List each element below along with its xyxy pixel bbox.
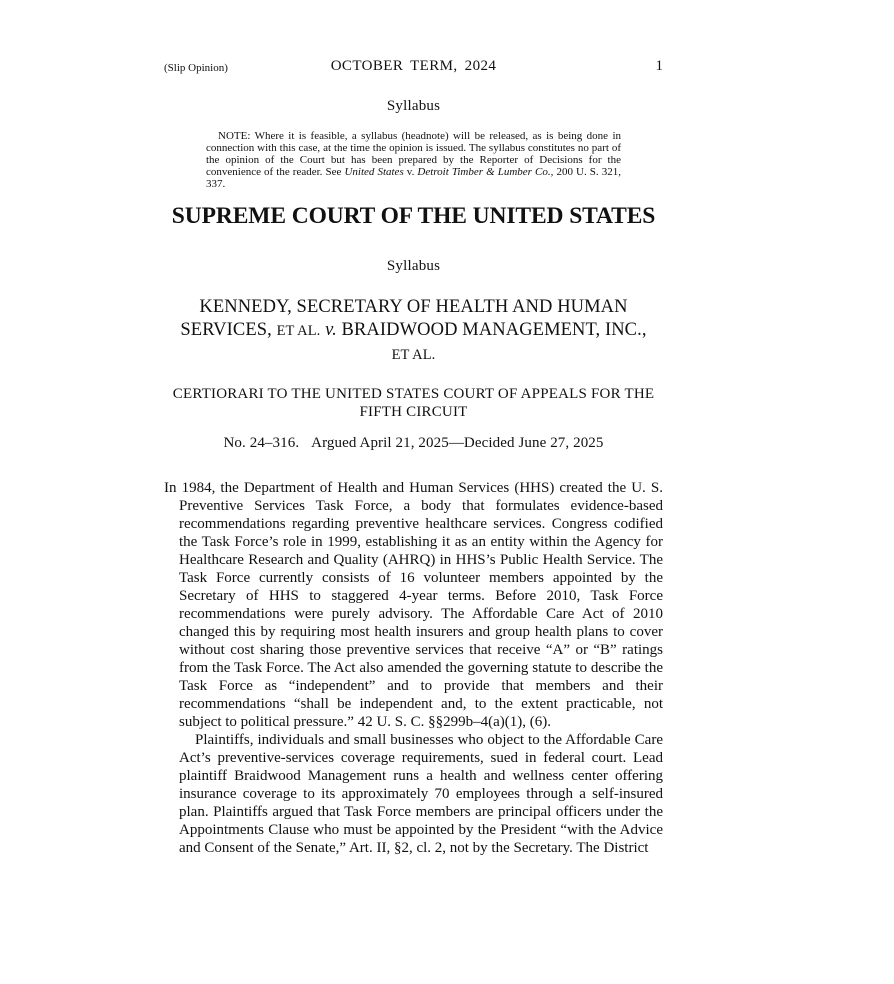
- reporter-note: [206, 130, 621, 190]
- court-title: SUPREME COURT OF THE UNITED STATES: [171, 203, 656, 229]
- page-number: 1: [655, 58, 663, 74]
- docket-line: [164, 435, 663, 452]
- term-heading: OCTOBER TERM, 2024: [330, 58, 497, 74]
- case-name-petitioner: KENNEDY, SECRETARY OF HEALTH AND HUMAN SERVICES,: [180, 297, 628, 340]
- case-name-et-al-1: ET AL.: [276, 323, 321, 339]
- syllabus-body: [164, 479, 663, 857]
- slip-opinion-label: (Slip Opinion): [164, 62, 228, 74]
- syllabus-heading: Syllabus: [386, 258, 441, 274]
- syllabus-paragraph-1: In 1984, the Department of Health and Human Services (HHS) created the U. S. Preventive Services Task Force, a body that formulates evidence-based recommendations regarding preventive healthcare services. Congress codified the Task Force’s role in 1999, establishing it as an entity within the Agency for Healthcare Research and Quality (AHRQ) in HHS’s Public Health Service. The Task Force currently consists of 16 volunteer members appointed by the Secretary of HHS to staggered 4-year terms. Before 2010, Task Force recommendations were purely advisory. The Affordable Care Act of 2010 changed this by requiring most health insurers and group health plans to cover without cost sharing those preventive services that receive “A” or “B” ratings from the Task Force. The Act also amended the governing statute to describe the Task Force as “independent” and to provide that members and their recommendations “shall be independent and, to the extent practicable, not subject to political pressure.” 42 U. S. C. §§299b–4(a)(1), (6).: [164, 480, 663, 730]
- certiorari-line: CERTIORARI TO THE UNITED STATES COURT OF APPEALS FOR THE FIFTH CIRCUIT: [172, 386, 655, 420]
- syllabus-paragraph-2: Plaintiffs, individuals and small businesses who object to the Affordable Care Act’s preventive-services coverage requirements, sued in federal court. Lead plaintiff Braidwood Management runs a health and wellness center offering insurance coverage to its approximately 70 employees through a self-insured plan. Plaintiffs argued that Task Force members are principal officers under the Appointments Clause who must be appointed by the President “with the Advice and Consent of the Senate,” Art. II, §2, cl. 2, not by the Secretary. The District: [179, 732, 663, 856]
- note-citation-case: United States: [344, 166, 404, 178]
- docket-number: No. 24–316.: [223, 435, 300, 451]
- case-name-et-al-2: ET AL.: [391, 347, 436, 363]
- docket-dates: Argued April 21, 2025—Decided June 27, 2025: [311, 435, 604, 451]
- note-citation-v: v.: [403, 166, 418, 178]
- syllabus-heading-top: Syllabus: [386, 98, 441, 114]
- note-citation-case-2: Detroit Timber & Lumber Co.,: [417, 166, 554, 178]
- slip-opinion-page: [164, 58, 663, 857]
- note-citation-rest: 200 U. S. 321, 337.: [206, 166, 621, 190]
- case-name-respondent: BRAIDWOOD MANAGEMENT, INC.,: [341, 320, 647, 340]
- case-name: [164, 296, 663, 367]
- running-head: [164, 58, 663, 80]
- note-text: NOTE: Where it is feasible, a syllabus (headnote) will be released, as is being done in connection with this case, at the time the opinion is issued. The syllabus constitutes no part of the opinion of the Court but has been prepared by the Reporter of Decisions for the convenience of the reader. See: [206, 130, 621, 178]
- case-name-versus: v.: [320, 320, 342, 340]
